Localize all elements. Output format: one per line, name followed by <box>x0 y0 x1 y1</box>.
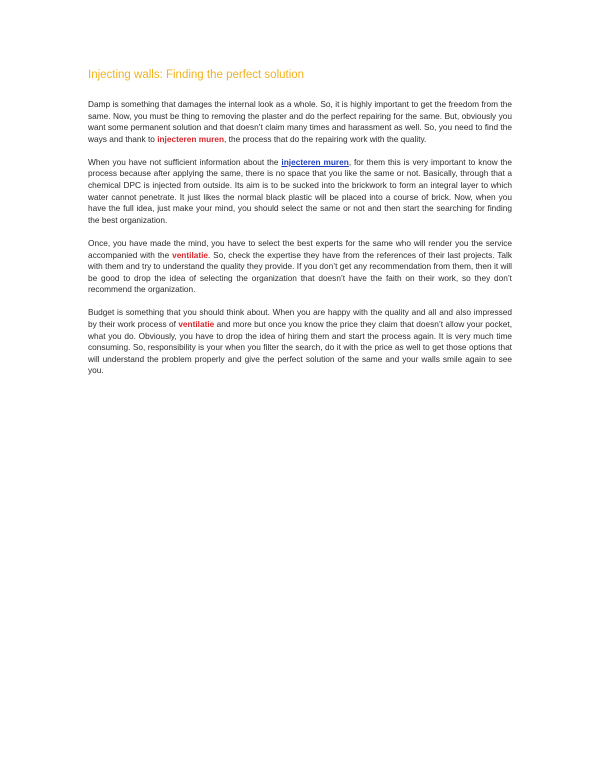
paragraph-4-text-b: and more but once you know the price they claim that doesn’t allow your pocket, what you do. Obviously, you have to drop the idea of hiring them and start the process again. It is very much time consuming. So, responsibility is your when you filter the search, do it with the price as well to get those options that will understand the problem properly and give the perfect solution of the same and your walls smile again to see you. <box>88 319 512 376</box>
paragraph-2-text-a: When you have not sufficient information about the <box>88 156 282 167</box>
paragraph-3 <box>88 238 512 296</box>
keyword-injecteren-muren: injecteren muren <box>157 133 225 144</box>
paragraph-4 <box>88 307 512 377</box>
link-injecteren-muren[interactable]: injecteren muren <box>281 156 349 167</box>
keyword-ventilatie-2: ventilatie <box>178 319 215 329</box>
paragraph-1-text-b: , the process that do the repairing work with the quality. <box>224 133 427 144</box>
paragraph-1 <box>88 99 512 145</box>
document-title: Injecting walls: Finding the perfect solution <box>88 69 305 81</box>
paragraph-3-text-a: Once, you have made the mind, you have to select the best experts for the same who will render you the service accompanied with the <box>88 237 512 260</box>
paragraph-1-text-a: Damp is something that damages the internal look as a whole. So, it is highly important to get the freedom from the same. Now, you must be thing to removing the plaster and do the perfect repairing for the same. But, obviously you want some permanent solution and that doesn’t claim many times and harassment as well. So, you need to find the ways and thank to <box>88 99 512 144</box>
paragraph-4-text-a: Budget is something that you should think about. When you are happy with the quality and all and also impressed by their work process of <box>88 307 512 329</box>
document-page <box>88 68 512 388</box>
keyword-ventilatie: ventilatie <box>172 249 209 260</box>
paragraph-2 <box>88 157 512 227</box>
paragraph-2-text-b: , for them this is very important to know the process because after applying the same, there is no space that you like the same or not. Basically, through that a chemical DPC is injected from outside. Its aim is to be sucked into the brickwork to form an integral layer to which water cannot penetrate. It just likes the normal black plastic will be placed into a course of brick. Now, when you have the full idea, just make your mind, you should select the same or not and then start the searching for finding the best organization. <box>88 156 512 225</box>
paragraph-3-text-b: . So, check the expertise they have from the references of their last projects. Talk with them and try to understand the quality they provide. If you don’t get any recommendation from them, then it will be good to drop the idea of selecting the organization that doesn’t have the faith on their work, so they don’t recommend the organization. <box>88 249 512 295</box>
